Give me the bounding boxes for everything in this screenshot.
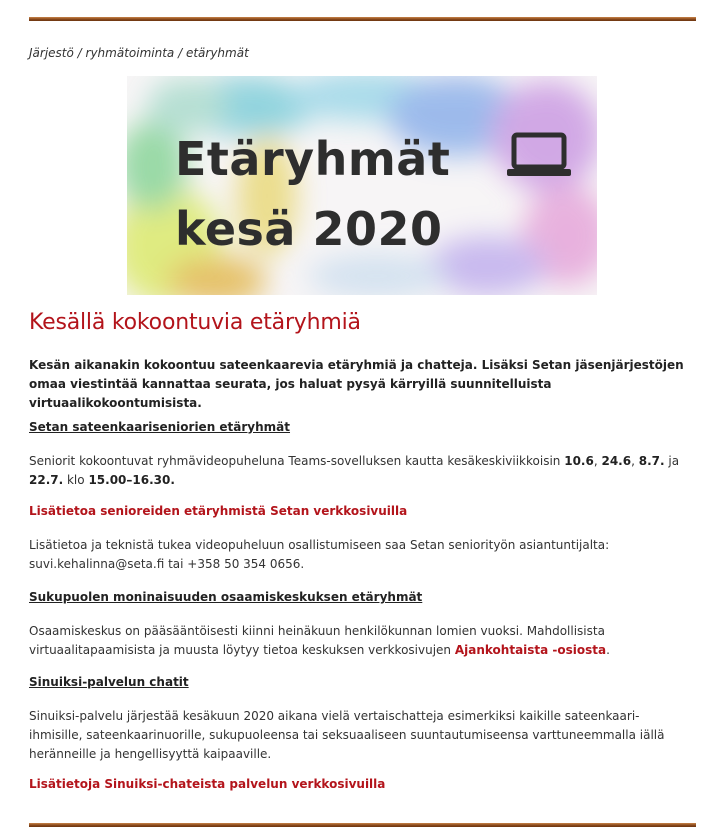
sep-1: , <box>593 454 602 468</box>
date-1: 10.6 <box>564 454 594 468</box>
seniors-contact: Lisätietoa ja teknistä tukea videopuheluun osallistumiseen saa Setan seniorityön asiantuntijalta: suvi.kehalinna@seta.fi tai +358 50 354 0656. <box>29 538 610 571</box>
time-range: 15.00–16.30. <box>88 473 175 487</box>
seniors-info-link[interactable]: Lisätietoa senioreiden etäryhmistä Setan verkkosivuilla <box>29 504 408 518</box>
page-title: Kesällä kokoontuvia etäryhmiä <box>29 310 361 335</box>
hero-banner <box>127 76 597 295</box>
sep-3: ja <box>664 454 680 468</box>
breadcrumb[interactable]: Järjestö / ryhmätoiminta / etäryhmät <box>29 46 249 60</box>
sinuiksi-info-link[interactable]: Lisätietoja Sinuiksi-chateista palvelun verkkosivuilla <box>29 777 386 791</box>
lead-paragraph: Kesän aikanakin kokoontuu sateenkaarevia etäryhmiä ja chatteja. Lisäksi Setan jäsenjärjestöjen omaa viestintää kannattaa seurata, jos haluat pysyä kärryillä suunnitelluista virtuaalikokoontumisista. <box>29 358 684 410</box>
top-divider <box>29 17 696 21</box>
sep-2: , <box>631 454 639 468</box>
hero-title-line1: Etäryhmät <box>175 132 451 186</box>
date-2: 24.6 <box>601 454 632 468</box>
date-3: 8.7. <box>638 454 665 468</box>
section-title-sinuiksi: Sinuiksi-palvelun chatit <box>29 675 189 689</box>
klo-label: klo <box>63 473 89 487</box>
hero-title-line2: kesä 2020 <box>175 202 443 256</box>
bottom-divider <box>29 823 696 827</box>
gender-text-end: . <box>606 643 610 657</box>
section-title-seniors: Setan sateenkaariseniorien etäryhmät <box>29 420 291 434</box>
hero-title <box>175 124 450 264</box>
laptop-icon <box>507 132 571 178</box>
date-4: 22.7. <box>29 473 64 487</box>
section-title-gender: Sukupuolen moninaisuuden osaamiskeskuksen etäryhmät <box>29 590 423 604</box>
gender-text: Osaamiskeskus on pääsääntöisesti kiinni heinäkuun henkilökunnan lomien vuoksi. Mahdollisista virtuaalitapaamisista ja muusta löytyy tietoa keskuksen verkkosivujen <box>29 624 605 657</box>
gender-paragraph <box>29 622 691 660</box>
news-section-link[interactable]: Ajankohtaista -osiosta <box>454 643 607 657</box>
sinuiksi-paragraph: Sinuiksi-palvelu järjestää kesäkuun 2020 aikana vielä vertaischatteja esimerkiksi kaikille sateenkaari-ihmisille, sateenkaarinuorille, sukupuoleensa tai seksuaaliseen suuntautumiseensa varttuneemmalla iällä heränneille ja hengellisyyttä kaipaaville. <box>29 709 665 761</box>
seniors-schedule-text: Seniorit kokoontuvat ryhmävideopuheluna Teams-sovelluksen kautta kesäkeskiviikkoisin <box>29 454 565 468</box>
seniors-schedule <box>29 452 691 490</box>
